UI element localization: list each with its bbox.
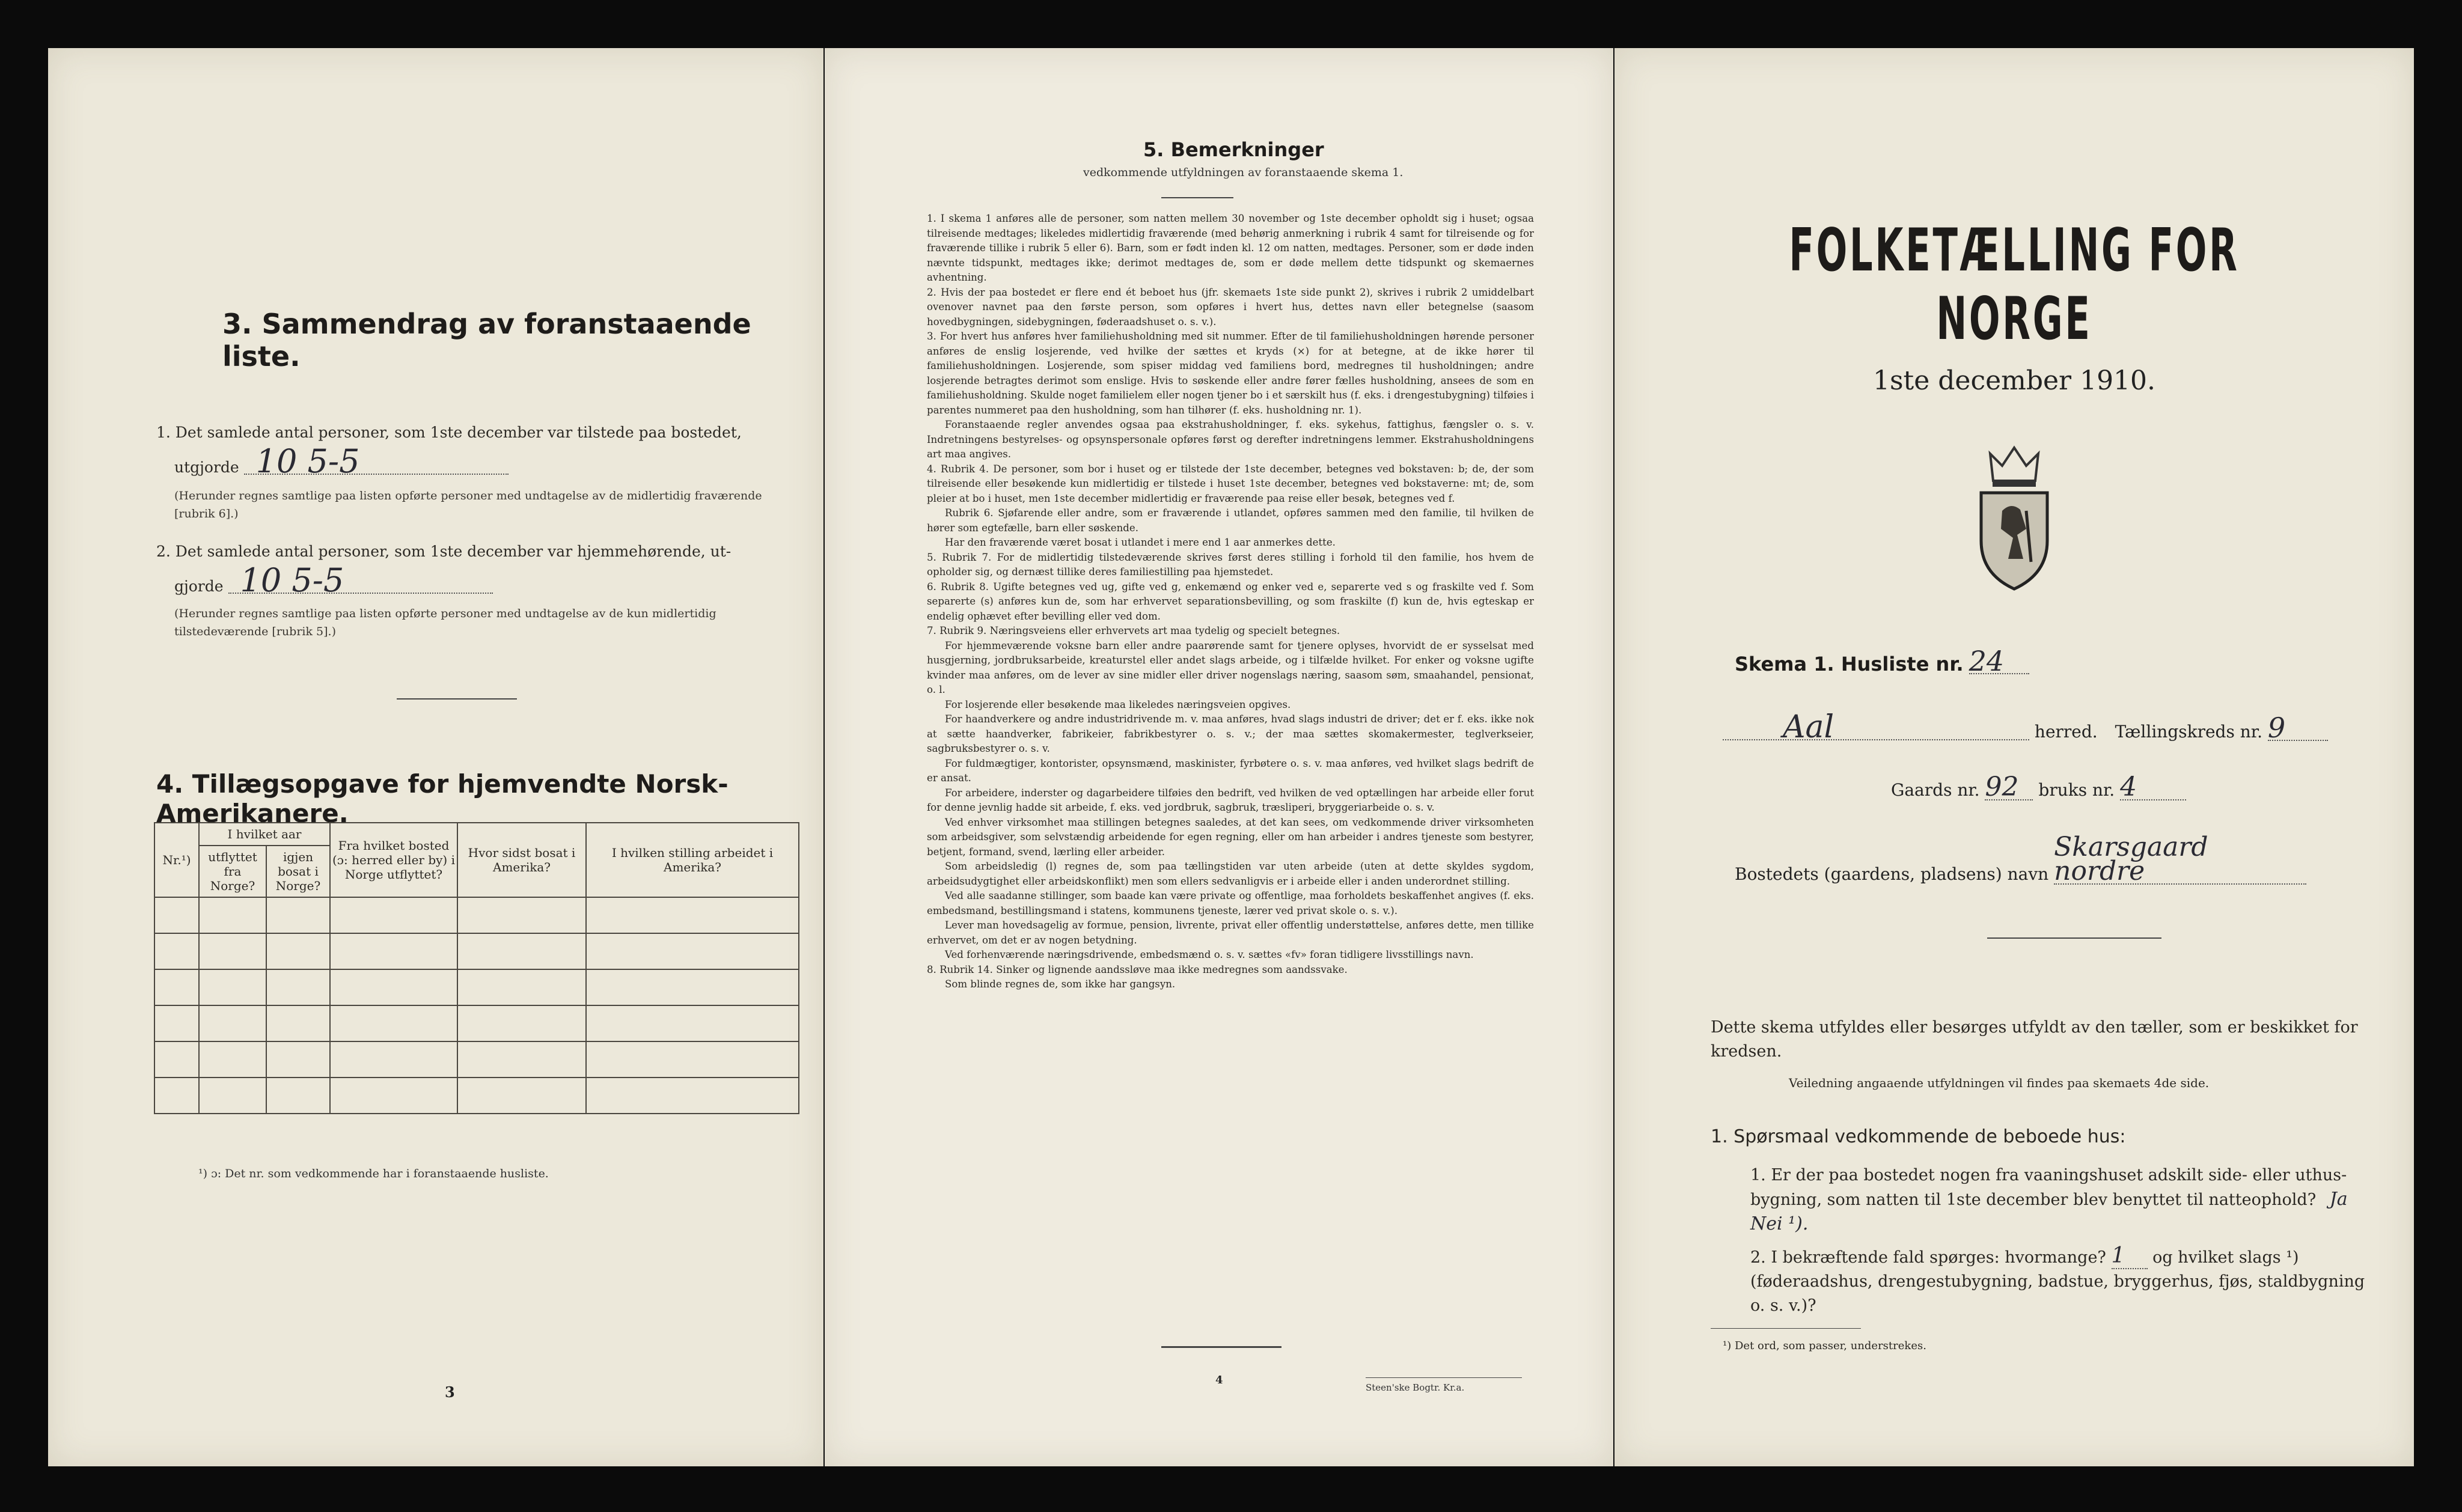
bosted-label: Bostedets (gaardens, pladsens) navn	[1735, 864, 2049, 884]
divider	[397, 698, 517, 700]
remark-paragraph: 1. I skema 1 anføres alle de personer, som natten mellem 30 november og 1ste december opholdt sig i huset; ogsaa tilreisende medtages; likeledes midlertidig fraværende (med behørig anmerkning i rubrik 4 samt for tilreisende og for fraværende tillike i rubrik 5 eller 6). Barn, som er født inden kl. 12 om natten, medtages. Personer, som er døde inden nævnte tidspunkt, medtages ikke; derimot medtages de, som er døde mellem dette tidspunkt og skemaernes avhentning.	[927, 213, 1534, 283]
remark-paragraph: Foranstaaende regler anvendes ogsaa paa ekstrahusholdninger, f. eks. sykehus, fattighus, fængsler o. s. v. Indretningens bestyrelses- og opsynspersonale opføres først og derefter indretningens lemmer. Ekstrahusholdningens art maa angives.	[927, 419, 1534, 460]
printer-rule	[1366, 1377, 1522, 1378]
remark-paragraph: For haandverkere og andre industridrivende m. v. maa anføres, hvad slags industri de driver; det er f. eks. ikke nok at sætte haandverker, fabrikeier, fabrikbestyrer o. s. v.; der maa sættes skomakermester, teglverkseier, sagbruksbestyrer o. s. v.	[927, 713, 1534, 754]
col-stilling: I hvilken stilling arbeidet i Amerika?	[586, 823, 799, 897]
remark-paragraph: 5. Rubrik 7. For de midlertidig tilstedeværende skrives først deres stilling i forhold til den familie, hos hvem de opholder sig, og dernæst tillike deres familiestilling paa hjemstedet.	[927, 551, 1534, 578]
col-igjen-bosat: igjen bosat i Norge?	[266, 846, 330, 897]
item2-line	[174, 561, 493, 599]
item2-prefix: gjorde	[174, 578, 224, 595]
instruction-note: Veiledning angaaende utfyldningen vil findes paa skemaets 4de side.	[1789, 1076, 2210, 1090]
col-utflyttet: utflyttet fra Norge?	[199, 846, 266, 897]
coat-of-arms-icon	[1966, 439, 2062, 595]
skema-line	[1735, 645, 2029, 677]
remark-paragraph: 2. Hvis der paa bostedet er flere end ét beboet hus (jfr. skemaets 1ste side punkt 2), skrives i rubrik 2 umiddelbart ovenover navnet paa den første person, som opføres i hvert hus, dettes navn eller betegnelse (saasom hovedbygningen, sidebygningen, føderaadshuset o. s. v.).	[927, 286, 1534, 328]
skema-label: Skema 1. Husliste nr.	[1735, 653, 1964, 675]
printer-imprint: Steen'ske Bogtr. Kr.a.	[1366, 1382, 1465, 1393]
remark-paragraph: For hjemmeværende voksne barn eller andre paarørende samt for tjenere oplyses, hvorvidt de er sysselsat med husgjerning, jordbruksarbeide, kreaturstel eller andet slags arbeide, og i tilfælde hvilket. For enker og voksne ugifte kvinder maa anføres, om de lever av sine midler eller driver nogenslags næring, saasom søm, smaahandel, pensionat, o. l.	[927, 639, 1534, 695]
section4-title: 4. Tillægsopgave for hjemvendte Norsk-Amerikanere.	[156, 769, 729, 828]
col-group-year: I hvilket aar	[199, 823, 330, 846]
norsk-amerikanere-table	[154, 822, 799, 1114]
col-nr: Nr.¹)	[154, 823, 199, 897]
q1-2-which-kind: og hvilket slags ¹)	[2152, 1248, 2299, 1267]
item2-text: 2. Det samlede antal personer, som 1ste december var hjemmehørende, ut-	[156, 543, 732, 560]
table-row	[154, 897, 799, 933]
item2-value[interactable]: 10 5-5	[228, 569, 493, 594]
q1-1-text	[1750, 1163, 2369, 1237]
remark-paragraph: Ved alle saadanne stillinger, som baade kan være private og offentlige, maa forholdets beskaffenhet angives (f. eks. embedsmand, bestillingsmand i statens, kommunens tjeneste, lærer ved privat skole o. s. v.).	[927, 890, 1534, 916]
remarks-body	[927, 212, 1534, 992]
remark-paragraph: For losjerende eller besøkende maa likeledes næringsveien opgives.	[945, 698, 1291, 710]
col-bosted: Fra hvilket bosted (ɔ: herred eller by) i Norge utflyttet?	[330, 823, 457, 897]
remark-paragraph: Som blinde regnes de, som ikke har gangsyn.	[945, 978, 1176, 990]
herred-line	[1723, 709, 2328, 745]
middle-page	[825, 48, 1613, 1466]
table-row	[154, 969, 799, 1005]
remark-paragraph: Rubrik 6. Sjøfarende eller andre, som er fraværende i utlandet, opføres sammen med den familie, til hvilken de hører som egtefælle, barn eller søskende.	[927, 507, 1534, 534]
q1-2-text	[1750, 1244, 2369, 1318]
item1-note: (Herunder regnes samtlige paa listen opførte personer med undtagelse av de midlertidig fraværende [rubrik 6].)	[174, 489, 762, 520]
title-rule	[1161, 197, 1233, 198]
remarks-title: 5. Bemerkninger	[1143, 138, 1324, 161]
herred-label: herred.	[2034, 722, 2098, 742]
item1-text: 1. Det samlede antal personer, som 1ste december var tilstede paa bostedet,	[156, 424, 742, 441]
page-number-3: 3	[445, 1383, 455, 1401]
instruction-text: Dette skema utfyldes eller besørges utfyldt av den tæller, som er beskikket for kredsen.	[1711, 1018, 2358, 1061]
kreds-label: Tællingskreds nr.	[2115, 722, 2262, 742]
census-date: 1ste december 1910.	[1872, 365, 2156, 396]
ornament-rule	[1987, 937, 2161, 939]
remark-paragraph: Ved forhenværende næringsdrivende, embedsmænd o. s. v. sættes «fv» foran tidligere livsstillings navn.	[945, 949, 1474, 960]
bosted-value[interactable]: Skarsgaard nordre	[2054, 835, 2306, 885]
right-footnote: ¹) Det ord, som passer, understrekes.	[1723, 1340, 1926, 1352]
q1-1-answer[interactable]: Ja Nei ¹).	[1750, 1189, 2348, 1234]
right-page	[1614, 48, 2414, 1466]
remark-paragraph: 4. Rubrik 4. De personer, som bor i huset og er tilstede der 1ste december, betegnes ved bokstaven: b; de, der som tilreisende eller besøkende kun midlertidig er tilstede i huset 1ste december, betegnes ved bokstaverne: mt; de, som pleier at bo i huset, men 1ste december midlertidig er fraværende paa reise eller besøk, betegnes ved f.	[927, 463, 1534, 504]
gaards-label: Gaards nr.	[1891, 780, 1980, 800]
gaards-line	[1891, 772, 2186, 802]
table-footnote: ¹) ɔ: Det nr. som vedkommende har i foranstaaende husliste.	[198, 1167, 549, 1180]
col-amerika: Hvor sidst bosat i Amerika?	[457, 823, 586, 897]
item1-line	[174, 442, 509, 480]
q1-2-options: (føderaadshus, drengestubygning, badstue, bryggerhus, fjøs, staldbygning o. s. v.)?	[1750, 1272, 2365, 1315]
q1-2-question: 2. I bekræftende fald spørges:	[1750, 1248, 2000, 1267]
bruks-label: bruks nr.	[2038, 780, 2115, 800]
remark-paragraph: 6. Rubrik 8. Ugifte betegnes ved ug, gifte ved g, enkemænd og enker ved e, separerte ved s og fraskilte ved f. Som separerte (s) anføres kun de, som har erhvervet separationsbevilling, og som fraskilte (f) kun de, hvis egteskap er endelig ophævet efter bevilling eller ved dom.	[927, 581, 1534, 622]
husliste-nr-value[interactable]: 24	[1969, 649, 2029, 674]
q1-1-question: 1. Er der paa bostedet nogen fra vaaningshuset adskilt side- eller uthus-bygning, som natten til 1ste december blev benyttet til natteophold?	[1750, 1166, 2347, 1209]
q1-2-count-value[interactable]: 1	[2112, 1244, 2148, 1269]
table-row	[154, 1078, 799, 1114]
herred-value[interactable]: Aal	[1723, 715, 2029, 740]
item2-note: (Herunder regnes samtlige paa listen opførte personer med undtagelse av de kun midlertidig tilstedeværende [rubrik 5].)	[174, 607, 716, 638]
q1-title: 1. Spørsmaal vedkommende de beboede hus:	[1711, 1126, 2126, 1147]
remark-paragraph: Som arbeidsledig (l) regnes de, som paa tællingstiden var uten arbeide (uten at dette skyldes sygdom, arbeidsudygtighet eller arbeidskonflikt) men som ellers sedvanligvis er i arbeide eller i anden underordnet stilling.	[927, 861, 1534, 887]
item1-value[interactable]: 10 5-5	[244, 450, 509, 475]
kreds-value[interactable]: 9	[2268, 716, 2328, 741]
remark-paragraph: 3. For hvert hus anføres hver familiehusholdning med sit nummer. Efter de til familiehusholdningen hørende personer anføres de enslig losjerende, ved hvilke der sættes et kryds (×) for at betegne, at de ikke hører til familiehusholdningen. Losjerende, som spiser middag ved familiens bord, medregnes til husholdningen; andre losjerende betragtes derimot som enslige. Hvis to søskende eller andre fører fælles husholdning, ansees de som en familiehusholdning. Skulde noget familielem eller nogen tjener bo i et særskilt hus (f. eks. i drengestubygning) tilføies i parentes nummeret paa den husholdning, som han tilhører (f. eks. husholdning nr. 1).	[927, 331, 1534, 416]
gaards-value[interactable]: 92	[1985, 775, 2033, 800]
bruks-value[interactable]: 4	[2120, 775, 2186, 800]
remark-paragraph: For fuldmægtiger, kontorister, opsynsmænd, maskinister, fyrbøtere o. s. v. maa anføres, ved hvilket slags bedrift de er ansat.	[927, 757, 1534, 784]
item1-prefix: utgjorde	[174, 459, 239, 476]
remark-paragraph: Har den fraværende været bosat i utlandet i mere end 1 aar anmerkes dette.	[945, 537, 1336, 548]
table-row	[154, 1041, 799, 1078]
census-title: FOLKETÆLLING FOR NORGE	[1789, 216, 2240, 353]
remark-paragraph: 8. Rubrik 14. Sinker og lignende aandssløve maa ikke medregnes som aandssvake.	[927, 963, 1348, 975]
end-rule	[1161, 1346, 1281, 1348]
remark-paragraph: For arbeidere, inderster og dagarbeidere tilføies den bedrift, ved hvilken de ved optællingen har arbeide eller forut for denne jevnlig hadde sit arbeide, f. eks. ved jordbruk, sagbruk, træsliperi, bryggeriarbeide o. s. v.	[927, 787, 1534, 813]
table-row	[154, 1005, 799, 1041]
table-row	[154, 933, 799, 969]
bosted-line	[1735, 832, 2306, 886]
section3-title: 3. Sammendrag av foranstaaende liste.	[222, 308, 751, 373]
footnote-rule	[1711, 1328, 1861, 1329]
page-number-4: 4	[1215, 1374, 1223, 1386]
remark-paragraph: Lever man hovedsagelig av formue, pension, livrente, privat eller offentlig understøttelse, anføres dette, men tillike erhvervet, om det er av nogen betydning.	[927, 919, 1534, 946]
remark-paragraph: Ved enhver virksomhet maa stillingen betegnes saaledes, at det kan sees, om vedkommende driver virksomheten som arbeidsgiver, som selvstændig arbeidende for egen regning, eller om han arbeider i andres tjeneste som bestyrer, betjent, formand, svend, lærling eller arbeider.	[927, 816, 1534, 858]
remark-paragraph: 7. Rubrik 9. Næringsveiens eller erhvervets art maa tydelig og specielt betegnes.	[927, 625, 1340, 636]
left-page	[48, 48, 823, 1466]
remarks-subtitle: vedkommende utfyldningen av foranstaaende skema 1.	[1083, 166, 1404, 179]
q1-2-hvormange: hvormange?	[2005, 1248, 2106, 1267]
